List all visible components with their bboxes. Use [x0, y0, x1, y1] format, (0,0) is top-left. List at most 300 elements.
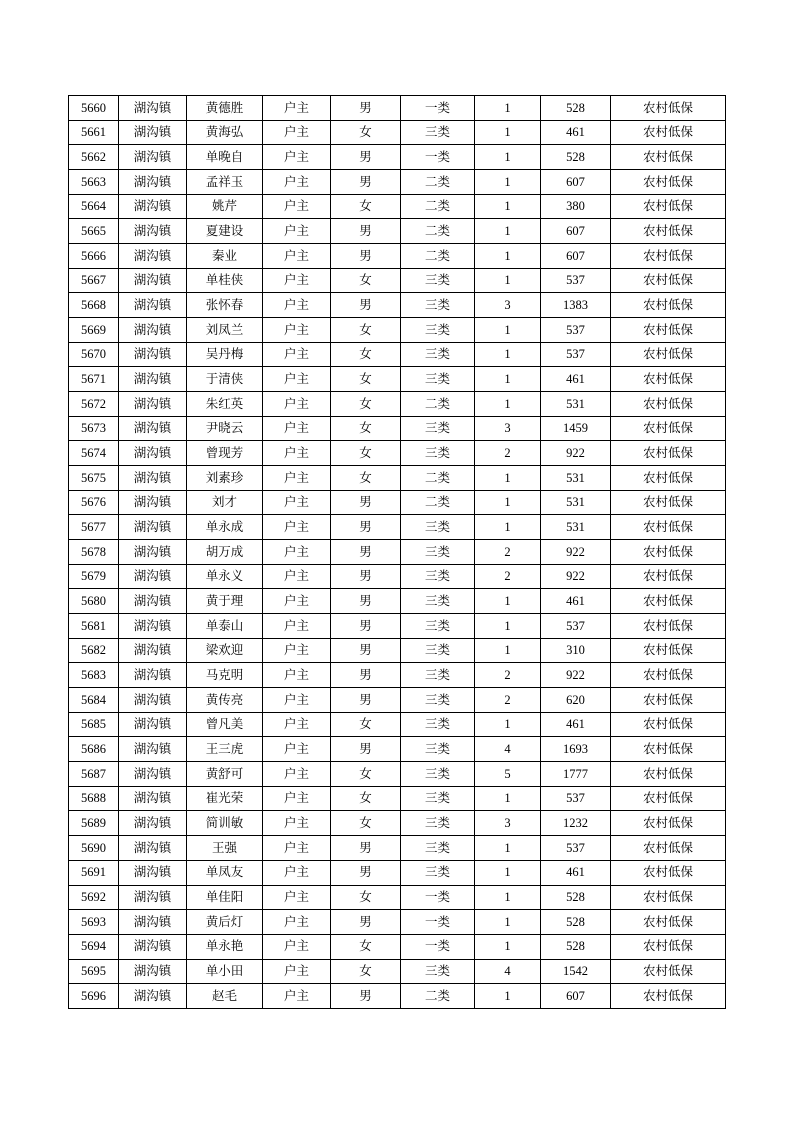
table-cell-category: 三类: [401, 268, 475, 293]
table-cell-amount: 380: [541, 194, 611, 219]
table-cell-amount: 537: [541, 342, 611, 367]
table-cell-id: 5682: [69, 638, 119, 663]
table-cell-town: 湖沟镇: [119, 786, 187, 811]
table-row: [69, 737, 726, 762]
table-row: [69, 910, 726, 935]
table-row: [69, 490, 726, 515]
table-cell-town: 湖沟镇: [119, 589, 187, 614]
table-cell-town: 湖沟镇: [119, 342, 187, 367]
table-cell-relation: 户主: [263, 540, 331, 565]
table-cell-town: 湖沟镇: [119, 120, 187, 145]
table-cell-category: 二类: [401, 194, 475, 219]
table-cell-town: 湖沟镇: [119, 836, 187, 861]
table-cell-count: 1: [475, 836, 541, 861]
table-cell-town: 湖沟镇: [119, 959, 187, 984]
table-cell-type: 农村低保: [611, 367, 726, 392]
table-cell-count: 1: [475, 589, 541, 614]
table-cell-amount: 531: [541, 466, 611, 491]
table-cell-count: 1: [475, 614, 541, 639]
table-cell-type: 农村低保: [611, 712, 726, 737]
table-cell-type: 农村低保: [611, 194, 726, 219]
table-cell-relation: 户主: [263, 515, 331, 540]
table-cell-town: 湖沟镇: [119, 984, 187, 1009]
table-cell-amount: 461: [541, 367, 611, 392]
table-cell-amount: 528: [541, 96, 611, 121]
table-cell-relation: 户主: [263, 441, 331, 466]
table-cell-count: 1: [475, 934, 541, 959]
table-cell-amount: 922: [541, 564, 611, 589]
table-cell-type: 农村低保: [611, 959, 726, 984]
table-cell-gender: 男: [331, 663, 401, 688]
table-cell-town: 湖沟镇: [119, 170, 187, 195]
table-cell-name: 赵毛: [187, 984, 263, 1009]
table-cell-id: 5676: [69, 490, 119, 515]
table-cell-relation: 户主: [263, 367, 331, 392]
table-cell-relation: 户主: [263, 219, 331, 244]
table-cell-id: 5665: [69, 219, 119, 244]
table-cell-gender: 女: [331, 416, 401, 441]
table-cell-category: 二类: [401, 244, 475, 269]
table-row: [69, 663, 726, 688]
table-cell-amount: 1693: [541, 737, 611, 762]
table-cell-id: 5685: [69, 712, 119, 737]
table-cell-count: 1: [475, 984, 541, 1009]
table-cell-count: 1: [475, 170, 541, 195]
table-row: [69, 466, 726, 491]
table-cell-category: 三类: [401, 318, 475, 343]
table-cell-id: 5664: [69, 194, 119, 219]
table-cell-id: 5689: [69, 811, 119, 836]
table-cell-category: 三类: [401, 836, 475, 861]
table-cell-gender: 男: [331, 737, 401, 762]
table-cell-relation: 户主: [263, 268, 331, 293]
table-cell-count: 1: [475, 712, 541, 737]
table-cell-type: 农村低保: [611, 342, 726, 367]
table-cell-type: 农村低保: [611, 589, 726, 614]
table-row: [69, 120, 726, 145]
table-cell-town: 湖沟镇: [119, 737, 187, 762]
table-cell-gender: 女: [331, 392, 401, 417]
table-cell-category: 三类: [401, 416, 475, 441]
table-cell-count: 2: [475, 441, 541, 466]
table-cell-relation: 户主: [263, 688, 331, 713]
table-cell-category: 二类: [401, 219, 475, 244]
table-cell-relation: 户主: [263, 984, 331, 1009]
table-row: [69, 688, 726, 713]
table-cell-name: 刘凤兰: [187, 318, 263, 343]
table-cell-count: 1: [475, 219, 541, 244]
table-cell-gender: 女: [331, 762, 401, 787]
table-cell-gender: 女: [331, 342, 401, 367]
table-row: [69, 416, 726, 441]
table-cell-town: 湖沟镇: [119, 268, 187, 293]
table-row: [69, 540, 726, 565]
table-cell-gender: 女: [331, 441, 401, 466]
table-row: [69, 367, 726, 392]
table-cell-town: 湖沟镇: [119, 885, 187, 910]
table-cell-name: 王三虎: [187, 737, 263, 762]
table-cell-category: 二类: [401, 984, 475, 1009]
table-cell-category: 三类: [401, 342, 475, 367]
table-cell-category: 三类: [401, 589, 475, 614]
table-body: [69, 96, 726, 1009]
table-cell-count: 2: [475, 688, 541, 713]
table-row: [69, 194, 726, 219]
table-cell-relation: 户主: [263, 786, 331, 811]
table-cell-id: 5677: [69, 515, 119, 540]
table-cell-amount: 607: [541, 219, 611, 244]
table-cell-amount: 1459: [541, 416, 611, 441]
table-cell-amount: 531: [541, 490, 611, 515]
table-cell-type: 农村低保: [611, 490, 726, 515]
table-cell-town: 湖沟镇: [119, 540, 187, 565]
table-cell-id: 5670: [69, 342, 119, 367]
table-cell-amount: 528: [541, 885, 611, 910]
table-row: [69, 515, 726, 540]
table-row: [69, 860, 726, 885]
table-cell-amount: 531: [541, 392, 611, 417]
table-cell-town: 湖沟镇: [119, 194, 187, 219]
table-cell-town: 湖沟镇: [119, 293, 187, 318]
table-cell-id: 5695: [69, 959, 119, 984]
table-cell-name: 王强: [187, 836, 263, 861]
table-cell-name: 单永义: [187, 564, 263, 589]
table-cell-type: 农村低保: [611, 614, 726, 639]
table-row: [69, 564, 726, 589]
table-cell-name: 黄舒可: [187, 762, 263, 787]
table-cell-count: 5: [475, 762, 541, 787]
table-cell-category: 二类: [401, 490, 475, 515]
table-cell-id: 5678: [69, 540, 119, 565]
table-cell-count: 1: [475, 860, 541, 885]
table-cell-gender: 男: [331, 244, 401, 269]
table-cell-amount: 1777: [541, 762, 611, 787]
table-row: [69, 984, 726, 1009]
table-cell-id: 5680: [69, 589, 119, 614]
table-cell-id: 5694: [69, 934, 119, 959]
table-cell-relation: 户主: [263, 885, 331, 910]
table-row: [69, 762, 726, 787]
table-cell-amount: 461: [541, 120, 611, 145]
table-cell-relation: 户主: [263, 244, 331, 269]
table-cell-id: 5683: [69, 663, 119, 688]
table-container: [68, 95, 725, 1009]
table-cell-category: 三类: [401, 762, 475, 787]
table-cell-name: 刘素珍: [187, 466, 263, 491]
table-cell-category: 三类: [401, 712, 475, 737]
table-cell-name: 单佳阳: [187, 885, 263, 910]
table-cell-id: 5661: [69, 120, 119, 145]
table-cell-category: 三类: [401, 441, 475, 466]
table-cell-category: 三类: [401, 663, 475, 688]
table-cell-gender: 女: [331, 120, 401, 145]
table-cell-category: 三类: [401, 811, 475, 836]
table-cell-type: 农村低保: [611, 811, 726, 836]
table-row: [69, 170, 726, 195]
table-cell-name: 黄海弘: [187, 120, 263, 145]
table-cell-count: 3: [475, 416, 541, 441]
table-cell-count: 1: [475, 392, 541, 417]
table-cell-id: 5675: [69, 466, 119, 491]
table-cell-category: 一类: [401, 934, 475, 959]
table-cell-name: 秦业: [187, 244, 263, 269]
table-cell-name: 胡万成: [187, 540, 263, 565]
table-cell-relation: 户主: [263, 564, 331, 589]
table-cell-amount: 537: [541, 786, 611, 811]
table-cell-name: 姚芹: [187, 194, 263, 219]
table-cell-category: 二类: [401, 392, 475, 417]
table-cell-name: 曾凡美: [187, 712, 263, 737]
table-cell-type: 农村低保: [611, 120, 726, 145]
table-cell-category: 三类: [401, 540, 475, 565]
table-cell-name: 于清侠: [187, 367, 263, 392]
table-cell-amount: 461: [541, 712, 611, 737]
table-cell-town: 湖沟镇: [119, 564, 187, 589]
table-row: [69, 589, 726, 614]
table-cell-relation: 户主: [263, 614, 331, 639]
table-cell-type: 农村低保: [611, 170, 726, 195]
table-cell-relation: 户主: [263, 392, 331, 417]
table-cell-amount: 537: [541, 318, 611, 343]
table-cell-type: 农村低保: [611, 984, 726, 1009]
table-cell-name: 马克明: [187, 663, 263, 688]
table-cell-id: 5686: [69, 737, 119, 762]
table-cell-category: 二类: [401, 170, 475, 195]
table-cell-name: 单永成: [187, 515, 263, 540]
table-cell-id: 5666: [69, 244, 119, 269]
table-cell-relation: 户主: [263, 737, 331, 762]
table-cell-town: 湖沟镇: [119, 663, 187, 688]
table-cell-category: 二类: [401, 466, 475, 491]
table-cell-category: 三类: [401, 564, 475, 589]
table-cell-town: 湖沟镇: [119, 219, 187, 244]
table-cell-category: 一类: [401, 910, 475, 935]
table-cell-amount: 922: [541, 663, 611, 688]
table-cell-type: 农村低保: [611, 564, 726, 589]
table-cell-id: 5668: [69, 293, 119, 318]
table-row: [69, 96, 726, 121]
table-cell-amount: 607: [541, 170, 611, 195]
table-cell-amount: 607: [541, 984, 611, 1009]
table-cell-type: 农村低保: [611, 762, 726, 787]
table-cell-name: 简训敏: [187, 811, 263, 836]
table-cell-town: 湖沟镇: [119, 688, 187, 713]
table-cell-gender: 女: [331, 934, 401, 959]
table-cell-gender: 男: [331, 614, 401, 639]
table-cell-name: 张怀春: [187, 293, 263, 318]
table-cell-type: 农村低保: [611, 934, 726, 959]
table-row: [69, 885, 726, 910]
table-cell-relation: 户主: [263, 293, 331, 318]
table-cell-id: 5693: [69, 910, 119, 935]
table-row: [69, 145, 726, 170]
table-cell-count: 2: [475, 540, 541, 565]
table-cell-id: 5681: [69, 614, 119, 639]
table-row: [69, 836, 726, 861]
table-cell-type: 农村低保: [611, 688, 726, 713]
table-cell-town: 湖沟镇: [119, 614, 187, 639]
table-cell-relation: 户主: [263, 910, 331, 935]
table-cell-relation: 户主: [263, 318, 331, 343]
table-cell-amount: 528: [541, 910, 611, 935]
table-cell-name: 单凤友: [187, 860, 263, 885]
table-cell-id: 5690: [69, 836, 119, 861]
table-cell-amount: 461: [541, 589, 611, 614]
table-cell-gender: 女: [331, 959, 401, 984]
table-row: [69, 268, 726, 293]
table-cell-category: 三类: [401, 737, 475, 762]
table-cell-amount: 537: [541, 268, 611, 293]
table-row: [69, 392, 726, 417]
beneficiary-table: [68, 95, 726, 1009]
table-cell-category: 三类: [401, 959, 475, 984]
table-cell-relation: 户主: [263, 466, 331, 491]
table-cell-id: 5692: [69, 885, 119, 910]
table-cell-type: 农村低保: [611, 293, 726, 318]
table-cell-relation: 户主: [263, 959, 331, 984]
table-row: [69, 614, 726, 639]
table-cell-category: 三类: [401, 293, 475, 318]
table-cell-type: 农村低保: [611, 96, 726, 121]
table-cell-amount: 1542: [541, 959, 611, 984]
table-cell-gender: 女: [331, 367, 401, 392]
table-cell-count: 1: [475, 490, 541, 515]
table-cell-relation: 户主: [263, 638, 331, 663]
table-cell-relation: 户主: [263, 170, 331, 195]
table-cell-amount: 537: [541, 614, 611, 639]
table-cell-type: 农村低保: [611, 540, 726, 565]
table-cell-name: 孟祥玉: [187, 170, 263, 195]
table-cell-town: 湖沟镇: [119, 910, 187, 935]
table-cell-name: 梁欢迎: [187, 638, 263, 663]
table-cell-town: 湖沟镇: [119, 96, 187, 121]
table-cell-relation: 户主: [263, 416, 331, 441]
table-cell-type: 农村低保: [611, 663, 726, 688]
table-cell-id: 5662: [69, 145, 119, 170]
table-cell-type: 农村低保: [611, 466, 726, 491]
table-cell-town: 湖沟镇: [119, 762, 187, 787]
table-cell-name: 黄于理: [187, 589, 263, 614]
table-cell-amount: 528: [541, 145, 611, 170]
table-cell-count: 1: [475, 244, 541, 269]
table-cell-town: 湖沟镇: [119, 515, 187, 540]
table-cell-count: 1: [475, 318, 541, 343]
table-cell-category: 三类: [401, 515, 475, 540]
table-cell-id: 5672: [69, 392, 119, 417]
table-cell-type: 农村低保: [611, 318, 726, 343]
table-cell-id: 5671: [69, 367, 119, 392]
table-cell-gender: 男: [331, 564, 401, 589]
table-cell-gender: 男: [331, 688, 401, 713]
table-cell-relation: 户主: [263, 589, 331, 614]
table-cell-category: 三类: [401, 367, 475, 392]
table-cell-town: 湖沟镇: [119, 638, 187, 663]
table-cell-relation: 户主: [263, 836, 331, 861]
table-cell-gender: 男: [331, 170, 401, 195]
table-cell-relation: 户主: [263, 934, 331, 959]
table-cell-type: 农村低保: [611, 910, 726, 935]
table-cell-type: 农村低保: [611, 416, 726, 441]
table-cell-category: 三类: [401, 688, 475, 713]
table-cell-town: 湖沟镇: [119, 367, 187, 392]
table-cell-gender: 女: [331, 194, 401, 219]
table-cell-type: 农村低保: [611, 441, 726, 466]
table-cell-town: 湖沟镇: [119, 811, 187, 836]
table-cell-name: 朱红英: [187, 392, 263, 417]
table-cell-count: 2: [475, 564, 541, 589]
table-cell-count: 1: [475, 145, 541, 170]
table-cell-name: 单桂侠: [187, 268, 263, 293]
table-row: [69, 318, 726, 343]
table-cell-name: 单泰山: [187, 614, 263, 639]
table-cell-count: 1: [475, 96, 541, 121]
table-cell-id: 5696: [69, 984, 119, 1009]
table-cell-gender: 男: [331, 540, 401, 565]
table-cell-relation: 户主: [263, 712, 331, 737]
table-cell-amount: 528: [541, 934, 611, 959]
table-cell-town: 湖沟镇: [119, 712, 187, 737]
table-cell-amount: 461: [541, 860, 611, 885]
table-cell-id: 5687: [69, 762, 119, 787]
table-cell-type: 农村低保: [611, 515, 726, 540]
table-cell-count: 1: [475, 120, 541, 145]
table-cell-type: 农村低保: [611, 638, 726, 663]
table-cell-count: 4: [475, 737, 541, 762]
table-cell-town: 湖沟镇: [119, 441, 187, 466]
table-row: [69, 219, 726, 244]
table-cell-gender: 男: [331, 96, 401, 121]
table-cell-category: 一类: [401, 885, 475, 910]
table-cell-name: 单晚自: [187, 145, 263, 170]
table-cell-name: 夏建设: [187, 219, 263, 244]
table-row: [69, 811, 726, 836]
table-cell-relation: 户主: [263, 762, 331, 787]
table-cell-id: 5663: [69, 170, 119, 195]
table-cell-relation: 户主: [263, 860, 331, 885]
table-cell-name: 崔光荣: [187, 786, 263, 811]
table-cell-type: 农村低保: [611, 860, 726, 885]
table-row: [69, 786, 726, 811]
table-cell-gender: 男: [331, 219, 401, 244]
table-cell-id: 5674: [69, 441, 119, 466]
table-cell-gender: 男: [331, 638, 401, 663]
table-cell-gender: 男: [331, 860, 401, 885]
table-cell-gender: 女: [331, 811, 401, 836]
table-cell-amount: 537: [541, 836, 611, 861]
table-cell-gender: 男: [331, 910, 401, 935]
table-cell-town: 湖沟镇: [119, 934, 187, 959]
table-cell-type: 农村低保: [611, 885, 726, 910]
table-cell-category: 三类: [401, 786, 475, 811]
table-row: [69, 342, 726, 367]
table-cell-name: 吴丹梅: [187, 342, 263, 367]
table-cell-count: 1: [475, 342, 541, 367]
table-cell-town: 湖沟镇: [119, 145, 187, 170]
table-cell-gender: 女: [331, 786, 401, 811]
table-cell-amount: 531: [541, 515, 611, 540]
table-cell-name: 黄后灯: [187, 910, 263, 935]
table-cell-gender: 男: [331, 984, 401, 1009]
table-cell-name: 黄传亮: [187, 688, 263, 713]
table-cell-type: 农村低保: [611, 737, 726, 762]
table-cell-count: 4: [475, 959, 541, 984]
table-cell-count: 1: [475, 910, 541, 935]
table-cell-relation: 户主: [263, 145, 331, 170]
table-cell-relation: 户主: [263, 663, 331, 688]
table-cell-town: 湖沟镇: [119, 860, 187, 885]
table-cell-town: 湖沟镇: [119, 318, 187, 343]
table-cell-count: 1: [475, 885, 541, 910]
